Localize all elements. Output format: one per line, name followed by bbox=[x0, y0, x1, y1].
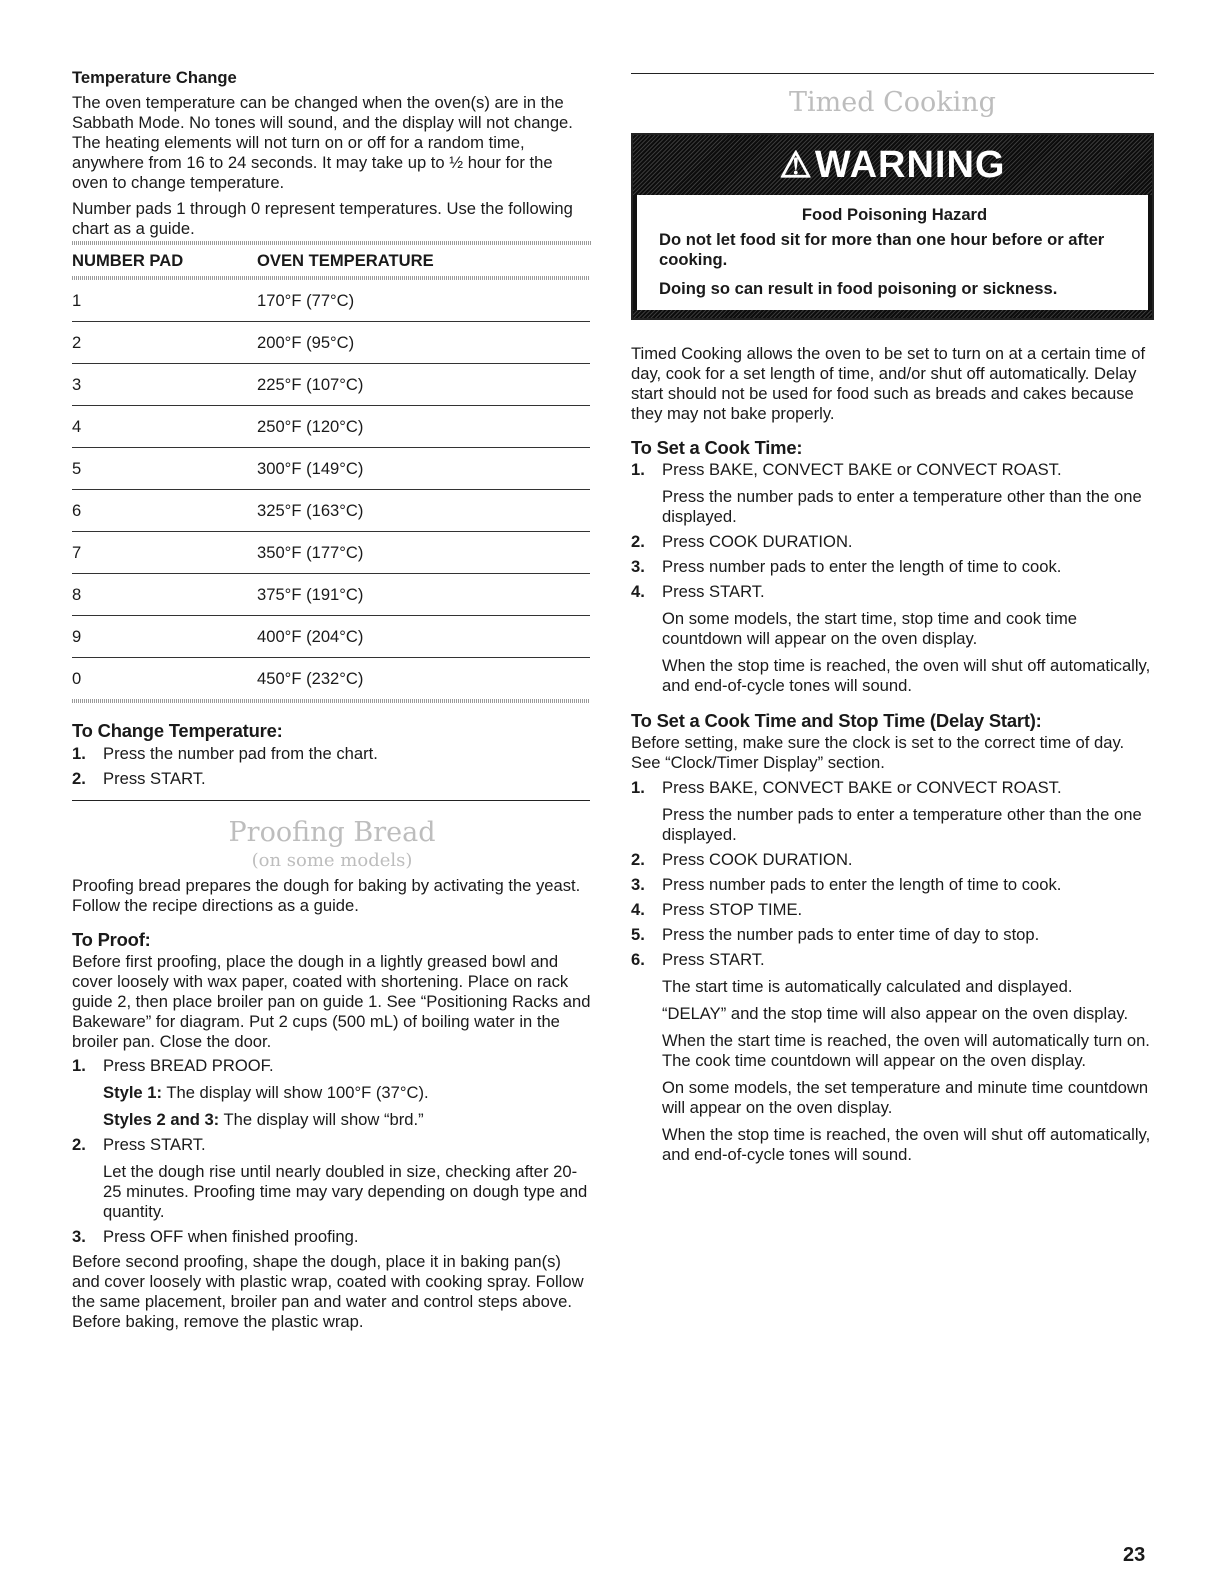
table-cell-pad: 7 bbox=[72, 542, 82, 562]
table-cell-pad: 8 bbox=[72, 584, 82, 604]
list-item: 4. Press STOP TIME. bbox=[631, 900, 803, 919]
warning-line-1: Do not let food sit for more than one hour before or after cooking. bbox=[659, 230, 1105, 269]
column-header-number-pad: NUMBER PAD bbox=[72, 250, 184, 270]
delay-start-intro: Before setting, make sure the clock is set to the correct time of day. See “Clock/Timer Display” section. bbox=[631, 733, 1125, 772]
to-proof-paragraph: Before first proofing, place the dough in a lightly greased bowl and cover loosely with wax paper, coated with shortening. Place on rack guide 2, then place broiler pan on guide 1. See “Positioning Racks and Bakeware” for diagram. Put 2 cups (500 mL) of boiling water in the broiler pan. Close the door. bbox=[72, 952, 591, 1051]
number-pads-paragraph: Number pads 1 through 0 represent temperatures. Use the following chart as a guide. bbox=[72, 199, 573, 238]
table-row bbox=[72, 448, 590, 490]
warning-triangle-icon: ⚠ bbox=[779, 144, 813, 185]
list-item: 2. Press START. bbox=[72, 769, 206, 788]
warning-banner bbox=[633, 135, 1152, 195]
styles-2-3-note: Styles 2 and 3: The display will show “brd.” bbox=[103, 1110, 424, 1129]
warning-bottom-bar bbox=[633, 310, 1152, 318]
list-item: 3. Press OFF when finished proofing. bbox=[72, 1227, 359, 1246]
table-cell-temp: 325°F (163°C) bbox=[257, 500, 364, 520]
table-row bbox=[72, 616, 590, 658]
table-header-row bbox=[72, 245, 590, 276]
temperature-change-heading: Temperature Change bbox=[72, 68, 237, 87]
proofing-intro: Proofing bread prepares the dough for baking by activating the yeast. Follow the recipe directions as a guide. bbox=[72, 876, 581, 915]
table-cell-temp: 350°F (177°C) bbox=[257, 542, 364, 562]
list-item: 1. Press BREAD PROOF. Style 1: The display will show 100°F (37°C). Styles 2 and 3: The display will show “brd.” bbox=[72, 1056, 592, 1130]
table-cell-pad: 9 bbox=[72, 626, 82, 646]
list-item: 1. Press BAKE, CONVECT BAKE or CONVECT ROAST. Press the number pads to enter a temperature other than the one displayed. bbox=[631, 460, 1142, 526]
table-cell-temp: 250°F (120°C) bbox=[257, 416, 364, 436]
warning-label: WARNING bbox=[814, 144, 1006, 186]
proofing-bread-subtitle: (on some models) bbox=[251, 850, 413, 871]
temperature-change-section bbox=[72, 67, 592, 239]
table-cell-pad: 2 bbox=[72, 332, 82, 352]
proofing-bread-section bbox=[72, 817, 592, 1332]
list-item: 1. Press the number pad from the chart. bbox=[72, 744, 378, 763]
warning-hazard: Food Poisoning Hazard bbox=[801, 205, 988, 224]
temperature-table bbox=[72, 241, 592, 703]
temperature-change-paragraph: The oven temperature can be changed when the oven(s) are in the Sabbath Mode. No tones will sound, and the display will not change. The heating elements will not turn on or off for a random time, anywhere from 16 to 24 seconds. It may take up to ½ hour for the oven to change temperature. bbox=[72, 93, 573, 192]
table-cell-temp: 170°F (77°C) bbox=[257, 290, 355, 310]
timed-cooking-intro: Timed Cooking allows the oven to be set to turn on at a certain time of day, cook for a set length of time, and/or shut off automatically. Delay start should not be used for food such as breads and cakes because they may not bake properly. bbox=[631, 344, 1146, 423]
list-item: 1. Press BAKE, CONVECT BAKE or CONVECT ROAST. Press the number pads to enter a temperature other than the one displayed. bbox=[631, 778, 1142, 844]
table-body bbox=[72, 280, 590, 699]
table-row bbox=[72, 658, 590, 699]
table-cell-temp: 400°F (204°C) bbox=[257, 626, 364, 646]
set-cook-time-heading: To Set a Cook Time: bbox=[631, 437, 803, 458]
table-row bbox=[72, 406, 590, 448]
list-item: 2. Press START. Let the dough rise until nearly doubled in size, checking after 20-25 minutes. Proofing time may vary depending on dough type and quantity. bbox=[72, 1135, 588, 1221]
warning-box bbox=[631, 133, 1154, 320]
table-cell-pad: 0 bbox=[72, 668, 82, 688]
timed-cooking-title: Timed Cooking bbox=[789, 87, 996, 118]
page-number: 23 bbox=[1123, 1544, 1146, 1566]
warning-body bbox=[633, 195, 1152, 310]
to-proof-heading: To Proof: bbox=[72, 929, 151, 950]
table-cell-temp: 375°F (191°C) bbox=[257, 584, 364, 604]
list-item: 3. Press number pads to enter the length of time to cook. bbox=[631, 875, 1062, 894]
proofing-bread-title: Proofing Bread bbox=[228, 817, 436, 848]
column-header-oven-temperature: OVEN TEMPERATURE bbox=[257, 250, 434, 270]
style-1-note: Style 1: The display will show 100°F (37°C). bbox=[103, 1083, 429, 1102]
table-cell-temp: 200°F (95°C) bbox=[257, 332, 355, 352]
table-cell-temp: 450°F (232°C) bbox=[257, 668, 364, 688]
table-cell-temp: 225°F (107°C) bbox=[257, 374, 364, 394]
table-cell-pad: 3 bbox=[72, 374, 82, 394]
table-row bbox=[72, 364, 590, 406]
table-cell-temp: 300°F (149°C) bbox=[257, 458, 364, 478]
list-item: 6. Press START. The start time is automatically calculated and displayed. “DELAY” and the stop time will also appear on the oven display. When the start time is reached, the oven will automatically turn on. The cook time countdown will appear on the oven display. On some models, the set temperature and minute time countdown will appear on the oven display. When the stop time is reached, the oven will shut off automatically, and end-of-cycle tones will sound. bbox=[631, 950, 1151, 1164]
table-bottom-rule bbox=[72, 699, 590, 703]
list-item: 4. Press START. On some models, the start time, stop time and cook time countdown will appear on the oven display. When the stop time is reached, the oven will shut off automatically, and end-of-cycle tones will sound. bbox=[631, 582, 1151, 695]
table-cell-pad: 5 bbox=[72, 458, 82, 478]
table-cell-pad: 4 bbox=[72, 416, 82, 436]
table-cell-pad: 1 bbox=[72, 290, 82, 310]
change-temperature-heading: To Change Temperature: bbox=[72, 720, 283, 741]
change-temperature-section bbox=[72, 719, 592, 794]
list-item: 3. Press number pads to enter the length of time to cook. bbox=[631, 557, 1062, 576]
table-row bbox=[72, 490, 590, 532]
section-divider bbox=[72, 800, 590, 801]
list-item: 5. Press the number pads to enter time of day to stop. bbox=[631, 925, 1040, 944]
timed-cooking-section bbox=[631, 87, 1154, 1170]
table-row bbox=[72, 532, 590, 574]
table-cell-pad: 6 bbox=[72, 500, 82, 520]
delay-start-heading: To Set a Cook Time and Stop Time (Delay Start): bbox=[631, 710, 1042, 731]
table-row bbox=[72, 574, 590, 616]
table-row bbox=[72, 280, 590, 322]
list-item: 2. Press COOK DURATION. bbox=[631, 532, 853, 551]
section-divider bbox=[631, 73, 1154, 74]
warning-line-2: Doing so can result in food poisoning or sickness. bbox=[659, 279, 1058, 298]
list-item: 2. Press COOK DURATION. bbox=[631, 850, 853, 869]
table-row bbox=[72, 322, 590, 364]
second-proofing-paragraph: Before second proofing, shape the dough, place it in baking pan(s) and cover loosely with plastic wrap, coated with cooking spray. Follow the same placement, broiler pan and water and control steps above. Before baking, remove the plastic wrap. bbox=[72, 1252, 584, 1331]
